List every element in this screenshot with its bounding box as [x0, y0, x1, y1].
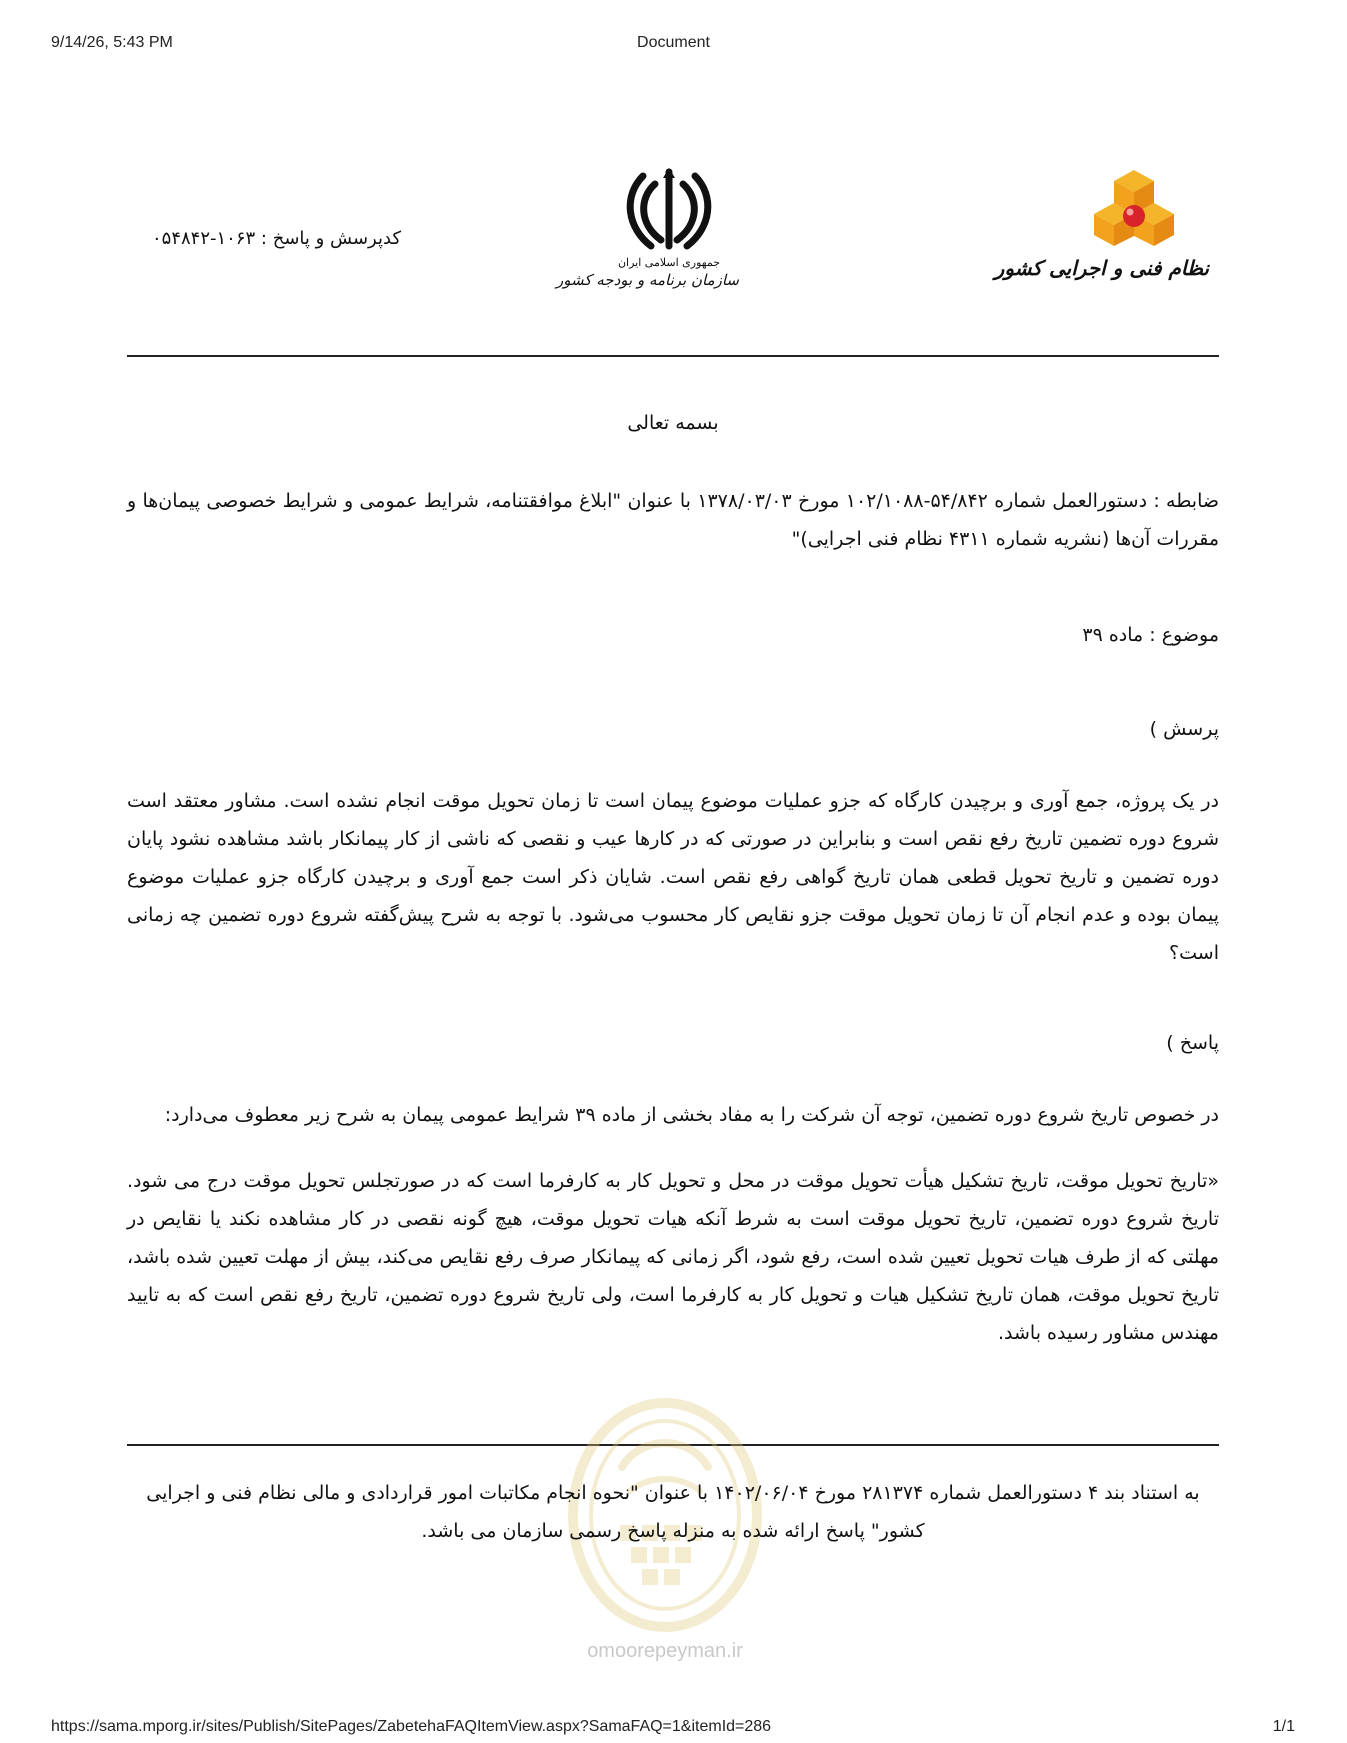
letterhead-divider [127, 355, 1219, 357]
answer-label: پاسخ ) [1166, 1032, 1219, 1054]
technical-system-logo-caption: نظام فنی و اجرایی کشور [994, 256, 1209, 280]
print-header [0, 34, 1347, 56]
regulation-reference: ضابطه : دستورالعمل شماره ۵۴/۸۴۲-۱۰۲/۱۰۸۸ مورخ ۱۳۷۸/۰۳/۰۳ با عنوان "ابلاغ موافقتنامه، شرایط عمومی و شرایط خصوصی پیمان‌ها و مقررات آن‌ها (نشریه شماره ۴۳۱۱ نظام فنی اجرایی)" [127, 490, 1220, 550]
question-label: پرسش ) [1149, 718, 1219, 740]
answer-intro: در خصوص تاریخ شروع دوره تضمین، توجه آن شرکت را به مفاد بخشی از ماده ۳۹ شرایط عمومی پیمان به شرح زیر معطوف می‌دارد: [164, 1104, 1219, 1126]
iran-emblem-icon [621, 162, 717, 252]
footer-divider [127, 1444, 1219, 1446]
letterhead [127, 150, 1219, 320]
cube-logo-icon [1079, 166, 1189, 254]
emblem-caption-country: جمهوری اسلامی ایران [617, 256, 721, 269]
official-response-note: به استناد بند ۴ دستورالعمل شماره ۲۸۱۳۷۴ مورخ ۱۴۰۲/۰۶/۰۴ با عنوان "نحوه انجام مکاتبات امور قراردادی و مالی نظام فنی و اجرایی کشور" پاسخ ارائه شده به منزله پاسخ رسمی سازمان می باشد. [146, 1482, 1200, 1542]
question-text: در یک پروژه، جمع آوری و برچیدن کارگاه که جزو عملیات موضوع پیمان است تا زمان تحویل موقت انجام نشده است. مشاور معتقد است شروع دوره تضمین تاریخ رفع نقص است و بنابراین در صورتی که در کارها عیب و نقصی که ناشی از کار پیمانکار باشد مشاهده نشود پایان دوره تضمین و تاریخ تحویل قطعی همان تاریخ گواهی رفع نقص است. شایان ذکر است جمع آوری و برچیدن کارگاه جزو عملیات موضوع پیمان بوده و عدم انجام آن تا زمان تحویل موقت جزو نقایص کار محسوب می‌شود. با توجه به شرح پیش‌گفته شروع دوره تضمین چه زمانی است؟ [127, 790, 1219, 964]
print-page-number: 1/1 [1272, 1718, 1295, 1735]
print-url: https://sama.mporg.ir/sites/Publish/SitePages/ZabetehaFAQItemView.aspx?SamaFAQ=1&itemId=286 [51, 1718, 772, 1735]
emblem-caption-organization: سازمان برنامه و بودجه کشور [555, 271, 739, 289]
print-footer [0, 1718, 1347, 1740]
question-answer-code: کدپرسش و پاسخ : ۱۰۶۳-۰۵۴۸۴۲ [152, 228, 402, 249]
subject-line: موضوع : ماده ۳۹ [1082, 624, 1219, 646]
answer-quote: «تاریخ تحویل موقت، تاریخ تشکیل هیأت تحویل موقت در محل و تحویل کار به کارفرما است که در صورتجلس تحویل موقت درج می شود. تاریخ شروع دوره تضمین، تاریخ تحویل موقت است به شرط آنکه هیات تحویل موقت، هیچ گونه نقصی در کار مشاهده نکند یا نقایص در مهلتی که از طرف هیات تحویل تعیین شده است، رفع شود، اگر زمانی که پیمانکار صرف رفع نقایص می‌کند، بیش از مهلت تعیین شده باشد، تاریخ تحویل موقت، همان تاریخ تشکیل هیات و تحویل کار به کارفرما است، ولی تاریخ شروع دوره تضمین، تاریخ رفع نقص است که به تایید مهندس مشاور رسیده باشد. [127, 1170, 1219, 1344]
salutation: بسمه تعالی [627, 412, 719, 434]
print-title: Document [637, 34, 710, 51]
watermark-site-url: omoorepeyman.ir [587, 1640, 743, 1662]
iran-emblem-block [555, 162, 739, 322]
print-datetime: 9/14/26, 5:43 PM [51, 34, 173, 51]
technical-system-logo-block [994, 166, 1209, 306]
